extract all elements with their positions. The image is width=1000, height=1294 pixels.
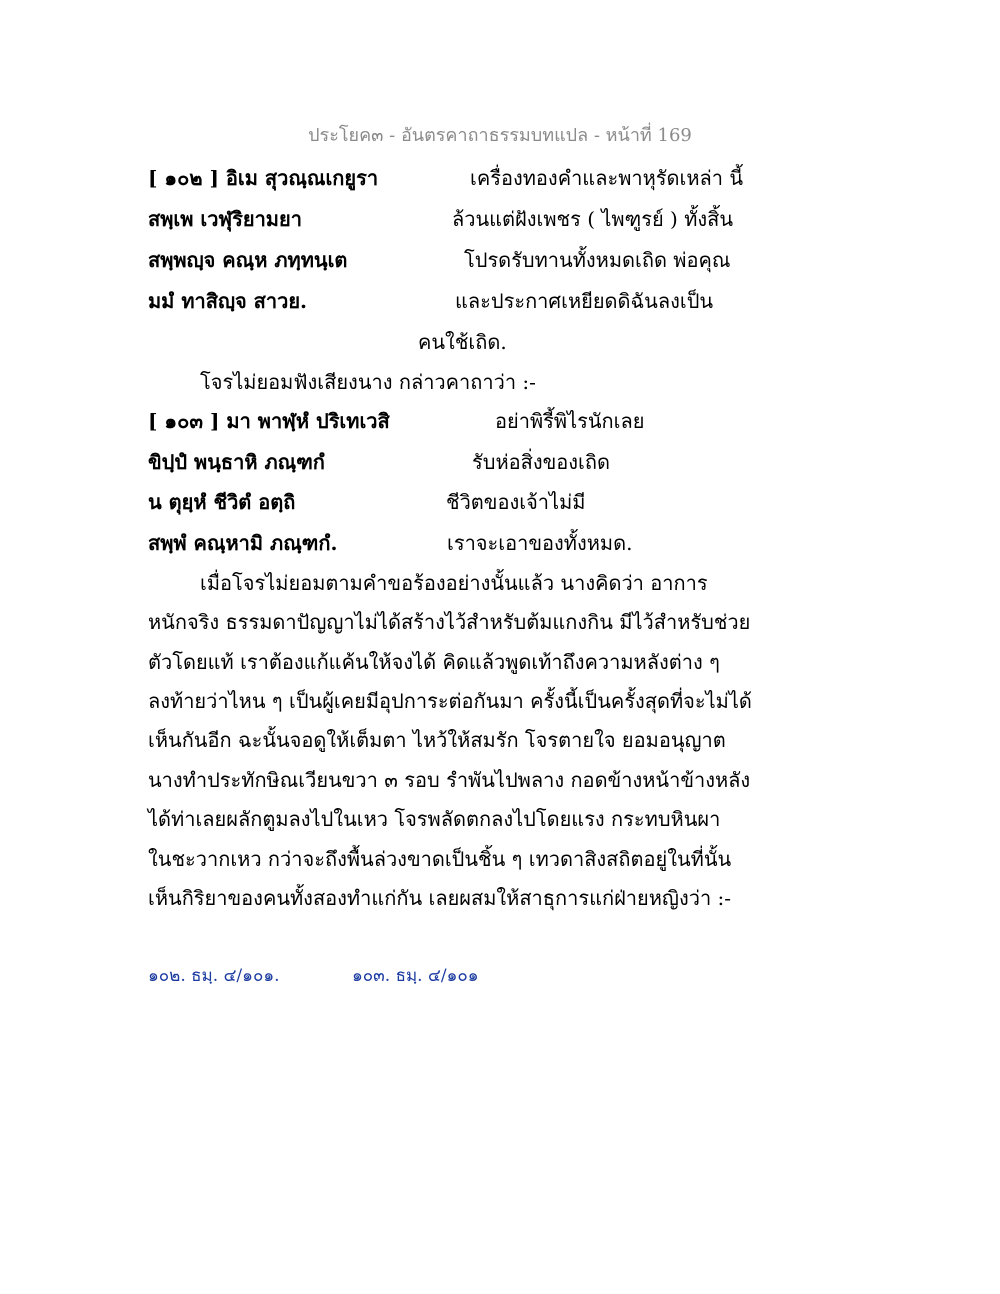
paragraph-line-4: ลงท้ายว่าไหน ๆ เป็นผู้เคยมีอุปการะต่อกันมา ครั้งนี้เป็นครั้งสุดที่จะไม่ได้ bbox=[148, 689, 752, 713]
verse-102-pali-line-4: มมํ ทาสิญฺจ สาวย. bbox=[148, 289, 308, 313]
verse-103-intro: โจรไม่ยอมฟังเสียงนาง กล่าวคาถาว่า :- bbox=[200, 370, 536, 394]
paragraph-line-6: นางทำประทักษิณเวียนขวา ๓ รอบ รำพันไปพลาง กอดข้างหน้าข้างหลัง bbox=[148, 768, 751, 792]
verse-102-pali-line-1: [ ๑๐๒ ] อิเม สุวณฺณเกยูรา bbox=[148, 166, 379, 190]
verse-102-thai-line-3: โปรดรับทานทั้งหมดเถิด พ่อคุณ bbox=[464, 248, 731, 272]
verse-103-pali-line-2: ขิปฺปํ พนฺธาหิ ภณฺฑกํ bbox=[148, 450, 325, 474]
paragraph-line-3: ตัวโดยแท้ เราต้องแก้แค้นให้จงได้ คิดแล้วพูดเท้าถึงความหลังต่าง ๆ bbox=[148, 650, 720, 674]
verse-103-pali-line-1: [ ๑๐๓ ] มา พาฬฺหํ ปริเทเวสิ bbox=[148, 409, 390, 433]
verse-102-pali-line-3: สพฺพญฺจ คณฺห ภทฺทนฺเต bbox=[148, 248, 348, 272]
verse-102-thai-continuation: คนใช้เถิด. bbox=[418, 330, 507, 354]
verse-103-thai-line-1: อย่าพิรี้พิไรนักเลย bbox=[495, 409, 645, 433]
paragraph-line-9: เห็นกิริยาของคนทั้งสองทำแก่กัน เลยผสมให้สาธุการแก่ฝ่ายหญิงว่า :- bbox=[148, 886, 732, 910]
verse-103-thai-line-4: เราจะเอาของทั้งหมด. bbox=[447, 531, 633, 555]
paragraph-line-8: ในชะวากเหว กว่าจะถึงพื้นล่วงขาดเป็นชิ้น ๆ เทวดาสิงสถิตอยู่ในที่นั้น bbox=[148, 847, 732, 871]
footnote-103: ๑๐๓. ธมฺ. ๔/๑๐๑ bbox=[352, 966, 479, 986]
page-header: ประโยค๓ - อันตรคาถาธรรมบทแปล - หน้าที่ 169 bbox=[308, 125, 692, 146]
footnote-102: ๑๐๒. ธมฺ. ๔/๑๐๑. bbox=[148, 966, 280, 986]
verse-102-pali-line-2: สพฺเพ เวฬุริยามยา bbox=[148, 207, 302, 231]
verse-103-thai-line-2: รับห่อสิ่งของเถิด bbox=[472, 450, 610, 474]
paragraph-line-5: เห็นกันอีก ฉะนั้นจอดูให้เต็มตา ไหว้ให้สมรัก โจรตายใจ ยอมอนุญาต bbox=[148, 728, 726, 752]
paragraph-line-7: ได้ท่าเลยผลักตูมลงไปในเหว โจรพลัดตกลงไปโดยแรง กระทบหินผา bbox=[148, 807, 721, 831]
verse-102-thai-line-1: เครื่องทองคำและพาหุรัดเหล่า นี้ bbox=[470, 166, 744, 190]
verse-103-pali-line-4: สพฺพํ คณฺหามิ ภณฺฑกํ. bbox=[148, 531, 338, 555]
paragraph-line-2: หนักจริง ธรรมดาปัญญาไม่ได้สร้างไว้สำหรับต้มแกงกิน มีไว้สำหรับช่วย bbox=[148, 610, 751, 634]
verse-103-pali-line-3: น ตุยฺหํ ชีวิตํ อตฺถิ bbox=[148, 490, 296, 514]
verse-103-thai-line-3: ชีวิตของเจ้าไม่มี bbox=[446, 490, 586, 514]
verse-102-thai-line-4: และประกาศเหยียดดิฉันลงเป็น bbox=[455, 289, 714, 313]
paragraph-line-1: เมื่อโจรไม่ยอมตามคำขอร้องอย่างนั้นแล้ว นางคิดว่า อาการ bbox=[200, 571, 708, 595]
verse-102-thai-line-2: ล้วนแต่ฝังเพชร ( ไพฑูรย์ ) ทั้งสิ้น bbox=[452, 207, 734, 231]
